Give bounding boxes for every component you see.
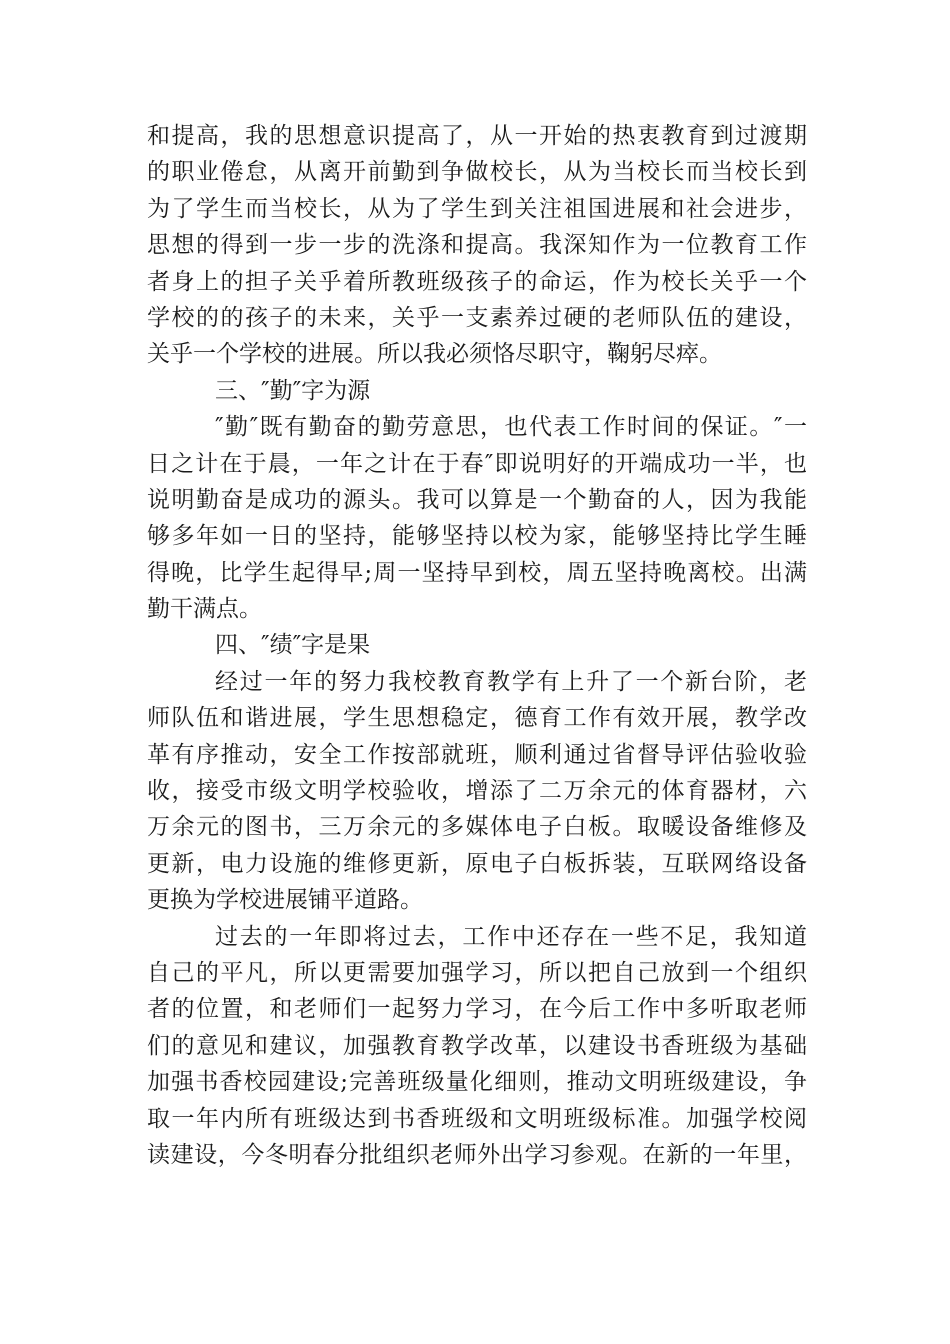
text-line: 得晚，比学生起得早;周一坚持早到校，周五坚持晚离校。出满 xyxy=(147,559,807,586)
text-line: 说明勤奋是成功的源头。我可以算是一个勤奋的人，因为我能 xyxy=(147,486,807,513)
text-line: 的职业倦怠，从离开前勤到争做校长，从为当校长而当校长到 xyxy=(147,159,807,186)
text-line: 收，接受市级文明学校验收，增添了二万余元的体育器材，六 xyxy=(147,778,807,805)
paragraph-first-line: 过去的一年即将过去，工作中还存在一些不足，我知道 xyxy=(215,923,807,950)
text-line: 加强书香校园建设;完善班级量化细则，推动文明班级建设，争 xyxy=(147,1069,807,1096)
text-line: 者的位置，和老师们一起努力学习，在今后工作中多听取老师 xyxy=(147,996,807,1023)
section-heading: 四、″绩″字是果 xyxy=(215,632,371,659)
paragraph-first-line: 经过一年的努力我校教育教学有上升了一个新台阶，老 xyxy=(215,668,807,695)
paragraph-first-line: ″勤″既有勤奋的勤劳意思，也代表工作时间的保证。″一 xyxy=(215,414,807,441)
document-body xyxy=(147,118,807,1173)
text-line: 关乎一个学校的进展。所以我必须恪尽职守，鞠躬尽瘁。 xyxy=(147,341,722,368)
text-line: 和提高，我的思想意识提高了，从一开始的热衷教育到过渡期 xyxy=(147,123,807,149)
text-line: 够多年如一日的坚持，能够坚持以校为家，能够坚持比学生睡 xyxy=(147,523,807,550)
text-line: 读建设，今冬明春分批组织老师外出学习参观。在新的一年里， xyxy=(147,1141,807,1168)
text-line: 取一年内所有班级达到书香班级和文明班级标准。加强学校阅 xyxy=(147,1105,807,1132)
text-line: 革有序推动，安全工作按部就班，顺利通过省督导评估验收验 xyxy=(147,741,807,768)
text-line: 思想的得到一步一步的洗涤和提高。我深知作为一位教育工作 xyxy=(147,232,807,259)
text-line: 自己的平凡，所以更需要加强学习，所以把自己放到一个组织 xyxy=(147,959,807,986)
text-line: 为了学生而当校长，从为了学生到关注祖国进展和社会进步， xyxy=(147,195,807,222)
text-line: 日之计在于晨，一年之计在于春″即说明好的开端成功一半，也 xyxy=(147,450,807,477)
text-line: 们的意见和建议，加强教育教学改革，以建设书香班级为基础 xyxy=(147,1032,807,1059)
text-line: 勤干满点。 xyxy=(147,596,262,623)
text-line: 师队伍和谐进展，学生思想稳定，德育工作有效开展，教学改 xyxy=(147,705,807,732)
section-heading: 三、″勤″字为源 xyxy=(215,377,371,404)
text-line: 学校的的孩子的未来，关乎一支素养过硬的老师队伍的建设， xyxy=(147,304,807,331)
text-line: 者身上的担子关乎着所教班级孩子的命运，作为校长关乎一个 xyxy=(147,268,807,295)
text-line: 更换为学校进展铺平道路。 xyxy=(147,887,423,914)
text-line: 更新，电力设施的维修更新，原电子白板拆装，互联网络设备 xyxy=(147,850,807,877)
text-line: 万余元的图书，三万余元的多媒体电子白板。取暖设备维修及 xyxy=(147,814,807,841)
